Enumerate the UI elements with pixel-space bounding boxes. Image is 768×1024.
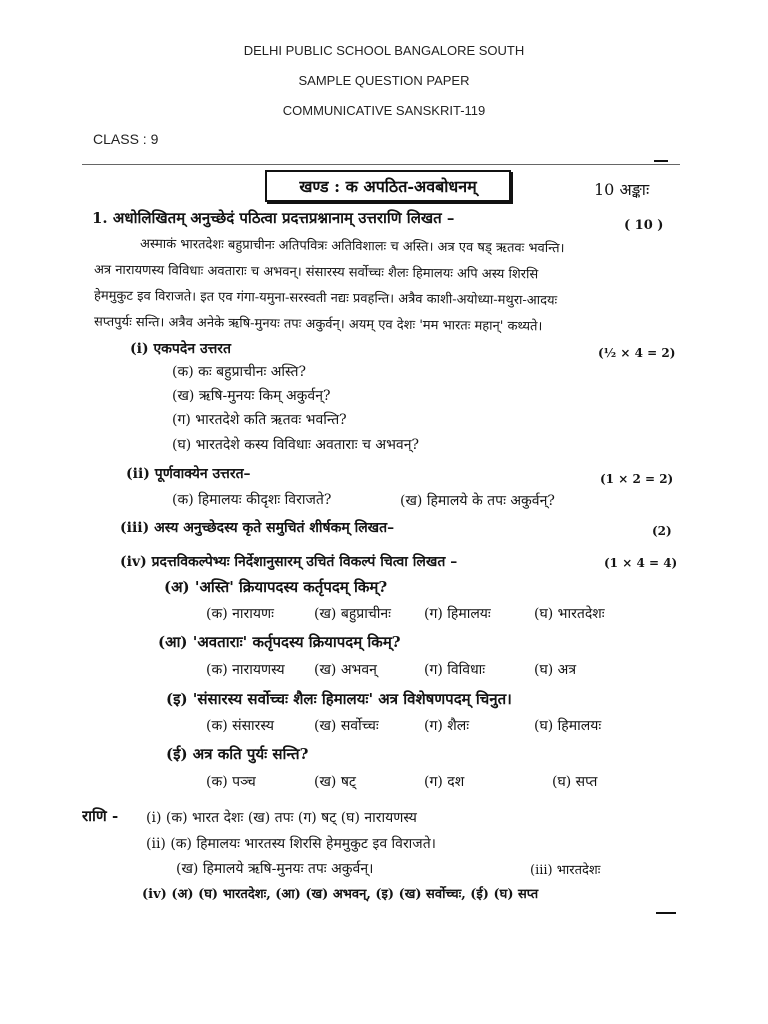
option: (घ) हिमालयः (534, 718, 602, 734)
part-i-item: (क) कः बहुप्राचीनः अस्ति? (172, 364, 306, 380)
paper-title: SAMPLE QUESTION PAPER (298, 73, 470, 88)
class-label: CLASS : 9 (93, 131, 159, 147)
part-i-marks: (½ × 4 = 2) (598, 346, 676, 360)
answers-label: राणि - (82, 807, 119, 825)
option: (ख) षट् (314, 774, 356, 790)
option: (ग) दश (424, 774, 465, 790)
part-iii-heading: (iii) अस्य अनुच्छेदस्य कृते समुचितं शीर्षकम् लिखत– (120, 520, 395, 536)
passage-line: सप्तपुर्यः सन्ति। अत्रैव अनेके ऋषि-मुनयः तपः अकुर्वन्। अयम् एव देशः 'मम भारतः महान्' कथ्यते। (93, 314, 543, 335)
part-ii-item-b: (ख) हिमालये के तपः अकुर्वन्? (400, 493, 555, 509)
subject-title: COMMUNICATIVE SANSKRIT-119 (282, 103, 486, 118)
part-iv-question-ii: (ई) अत्र कति पुर्यः सन्ति? (166, 745, 309, 763)
answer-line: (i) (क) भारत देशः (ख) तपः (ग) षट् (घ) नारायणस्य (146, 810, 417, 826)
option: (घ) सप्त (552, 774, 598, 790)
scan-mark (656, 912, 676, 914)
option: (ग) हिमालयः (424, 606, 491, 622)
part-iii-marks: (2) (652, 524, 672, 538)
part-ii-heading: (ii) पूर्णवाक्येन उत्तरत– (126, 466, 251, 482)
passage-line: हेममुकुट इव विराजते। इत एव गंगा-यमुना-सरस्वती नद्यः प्रवहन्ति। अत्रैव काशी-अयोध्या-मथुरा-आदयः (93, 288, 558, 309)
option: (क) पञ्च (206, 774, 256, 790)
section-title: खण्ड : क अपठित-अवबोधनम् (265, 170, 511, 202)
option: (क) नारायणः (206, 606, 274, 622)
section-marks: 10 अङ्काः (594, 180, 650, 199)
part-ii-item-a: (क) हिमालयः कीदृशः विराजते? (172, 492, 332, 508)
part-iv-question-aa: (आ) 'अवताराः' कर्तृपदस्य क्रियापदम् किम्? (158, 633, 401, 651)
school-name: DELHI PUBLIC SCHOOL BANGALORE SOUTH (243, 43, 525, 58)
option: (क) नारायणस्य (206, 662, 285, 678)
part-i-heading: (i) एकपदेन उत्तरत (130, 341, 232, 357)
part-i-item: (ख) ऋषि-मुनयः किम् अकुर्वन्? (172, 388, 331, 404)
answer-line: (iv) (अ) (घ) भारतदेशः, (आ) (ख) अभवन्, (इ) (ख) सर्वोच्चः, (ई) (घ) सप्त (142, 887, 539, 902)
option: (ग) शैलः (424, 718, 470, 734)
scan-mark (654, 160, 668, 162)
part-iv-marks: (1 × 4 = 4) (604, 556, 678, 570)
option: (ख) सर्वोच्चः (314, 718, 379, 734)
option: (ख) बहुप्राचीनः (314, 606, 391, 622)
option: (घ) भारतदेशः (534, 606, 605, 622)
answer-line: (ख) हिमालये ऋषि-मुनयः तपः अकुर्वन्। (176, 861, 374, 877)
option: (ख) अभवन् (314, 662, 377, 678)
part-iv-heading: (iv) प्रदत्तविकल्पेभ्यः निर्देशानुसारम् उचितं विकल्पं चित्वा लिखत – (120, 554, 458, 570)
passage-line: अस्माकं भारतदेशः बहुप्राचीनः अतिपवित्रः अतिविशालः च अस्ति। अत्र एव षड् ऋतवः भवन्ति। (139, 236, 565, 257)
part-ii-marks: (1 × 2 = 2) (600, 472, 674, 486)
answer-line: (iii) भारतदेशः (530, 863, 601, 878)
part-iv-question-i: (इ) 'संसारस्य सर्वोच्चः शैलः हिमालयः' अत्र विशेषणपदम् चिनुत। (166, 690, 512, 708)
option: (ग) विविधाः (424, 662, 486, 678)
part-i-item: (घ) भारतदेशे कस्य विविधाः अवताराः च अभवन्? (172, 437, 419, 453)
option: (घ) अत्र (534, 662, 577, 678)
scan-border-top (82, 164, 680, 165)
passage-line: अत्र नारायणस्य विविधाः अवताराः च अभवन्। संसारस्य सर्वोच्चः शैलः हिमालयः अपि अस्य शिरसि (93, 262, 539, 283)
question-1-marks: ( 10 ) (624, 218, 664, 233)
question-1-heading: 1. अधोलिखितम् अनुच्छेदं पठित्वा प्रदत्तप्रश्नानाम् उत्तराणि लिखत – (92, 209, 455, 227)
option: (क) संसारस्य (206, 718, 274, 734)
part-iv-question-a: (अ) 'अस्ति' क्रियापदस्य कर्तृपदम् किम्? (164, 578, 388, 596)
scanned-question-page (82, 156, 680, 916)
answer-line: (ii) (क) हिमालयः भारतस्य शिरसि हेममुकुट इव विराजते। (146, 836, 436, 852)
part-i-item: (ग) भारतदेशे कति ऋतवः भवन्ति? (172, 412, 347, 428)
